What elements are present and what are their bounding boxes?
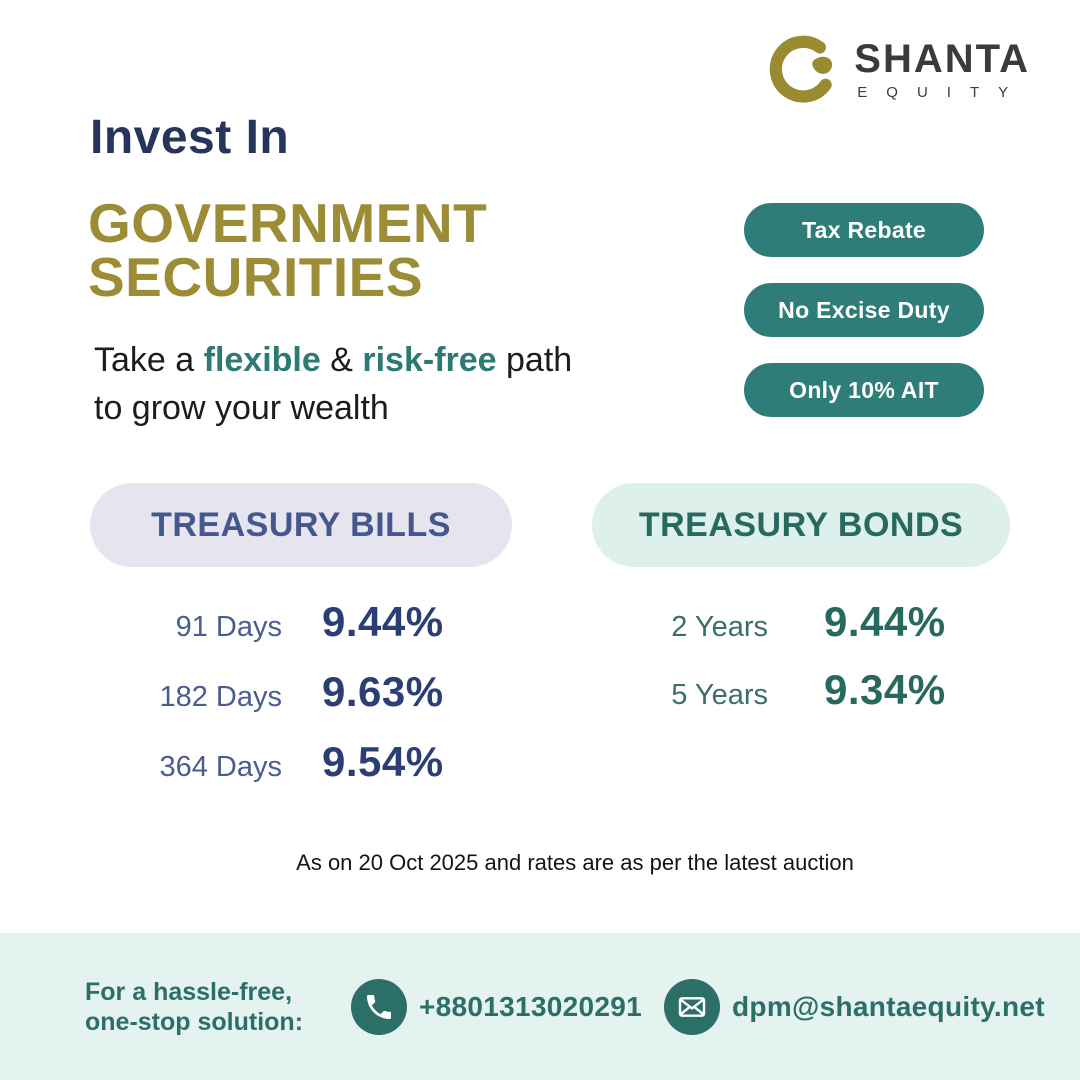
rate-term: 2 Years (671, 611, 768, 643)
rate-row (592, 598, 1010, 646)
logo-brand-name: SHANTA (854, 36, 1030, 81)
logo-swirl-icon (768, 32, 840, 106)
rate-row (592, 666, 1010, 714)
badge-tax-rebate: Tax Rebate (744, 203, 984, 257)
hero-tagline (94, 336, 572, 432)
treasury-bills-header: TREASURY BILLS (90, 483, 512, 567)
rates-disclaimer: As on 20 Oct 2025 and rates are as per the latest auction (296, 850, 854, 875)
tagline-text: path (496, 341, 573, 379)
rate-row (90, 738, 512, 786)
hero-eyebrow: Invest In (90, 111, 290, 164)
contact-footer (0, 933, 1080, 1080)
badge-no-excise-duty: No Excise Duty (744, 283, 984, 337)
rate-term: 182 Days (159, 681, 282, 713)
hero-title-line1: GOVERNMENT (88, 192, 488, 254)
phone-contact[interactable] (351, 979, 642, 1035)
tagline-text: to grow your wealth (94, 389, 389, 427)
badge-only-10-ait: Only 10% AIT (744, 363, 984, 417)
tagline-highlight-riskfree: risk-free (362, 341, 497, 379)
logo-wordmark (854, 36, 1030, 101)
treasury-bonds-header: TREASURY BONDS (592, 483, 1010, 567)
tagline-text: Take a (94, 341, 204, 379)
email-address[interactable]: dpm@shantaequity.net (732, 990, 1045, 1022)
tagline-text: & (320, 341, 363, 379)
rate-value: 9.34% (824, 666, 946, 713)
hero-title-line2: SECURITIES (88, 246, 424, 308)
footer-cta-line1: For a hassle-free, (85, 977, 293, 1006)
rate-row (90, 598, 512, 646)
tagline-highlight-flexible: flexible (203, 341, 321, 379)
rate-value: 9.44% (824, 598, 946, 645)
phone-number[interactable]: +8801313020291 (419, 990, 643, 1022)
footer-cta-text (85, 977, 303, 1037)
rate-term: 91 Days (175, 611, 282, 643)
benefit-badges (744, 203, 984, 443)
rate-value: 9.44% (322, 598, 444, 645)
rate-value: 9.54% (322, 738, 444, 785)
rate-row (90, 668, 512, 716)
rate-term: 364 Days (159, 751, 282, 783)
footer-cta-line2: one-stop solution: (85, 1007, 304, 1036)
treasury-bonds-rates (592, 598, 1010, 734)
phone-icon (351, 979, 407, 1035)
hero-title (88, 192, 488, 308)
logo-subtitle: EQUITY (857, 83, 1028, 101)
rate-term: 5 Years (671, 679, 768, 711)
email-contact[interactable] (664, 979, 1045, 1035)
shanta-equity-logo (768, 32, 1030, 106)
rate-value: 9.63% (322, 668, 444, 715)
mail-icon (664, 979, 720, 1035)
treasury-bills-rates (90, 598, 512, 808)
